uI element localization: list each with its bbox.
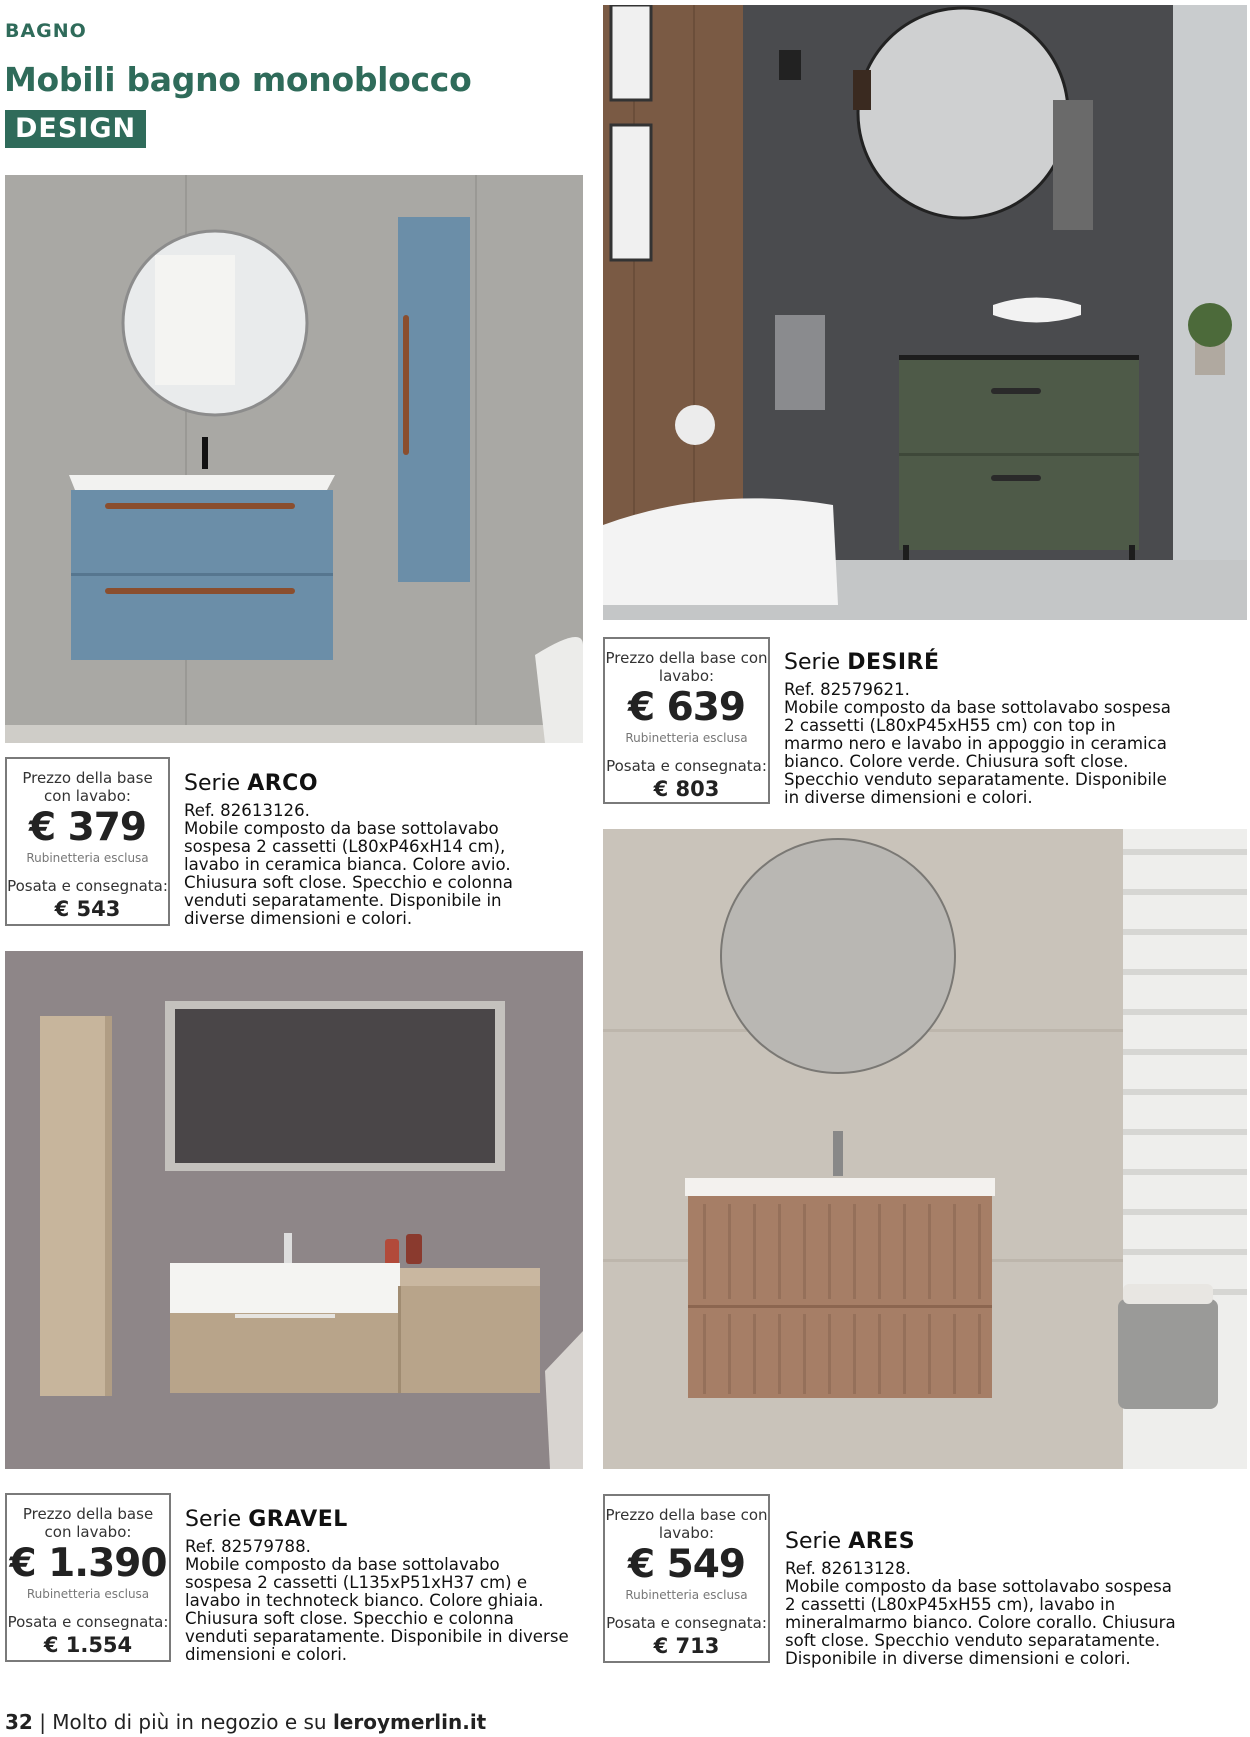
arco-photo bbox=[5, 175, 583, 743]
series-title bbox=[185, 1506, 570, 1534]
price-label: Prezzo della base con lavabo: bbox=[22, 1505, 154, 1541]
product-description: Mobile composto da base sottolavabo sospesa 2 cassetti (L135xP51xH37 cm) e lavabo in technoteck bianco. Colore ghiaia. Chiusura soft close. Specchio e colonna venduti separatamente. Disponibile in diverse dimensioni e colori. bbox=[185, 1555, 569, 1664]
page-number: 32 bbox=[5, 1710, 33, 1734]
price: € 639 bbox=[627, 685, 746, 730]
delivery-price: € 543 bbox=[54, 897, 121, 921]
footer-site-link[interactable]: leroymerlin.it bbox=[332, 1710, 487, 1734]
desire-description-block bbox=[784, 649, 1179, 807]
product-ref: Ref. 82579621. bbox=[784, 680, 910, 699]
footer-text: Molto di più in negozio e su bbox=[52, 1710, 327, 1734]
arco-description-block bbox=[184, 770, 564, 928]
delivery-price: € 803 bbox=[653, 777, 720, 801]
section-label: BAGNO bbox=[5, 20, 87, 42]
delivery-price: € 1.554 bbox=[43, 1633, 133, 1657]
series-name: DESIRÉ bbox=[847, 650, 940, 675]
tap-note: Rubinetteria esclusa bbox=[625, 1588, 748, 1602]
product-description: Mobile composto da base sottolavabo sospesa 2 cassetti (L80xP45xH55 cm), lavabo in mineralmarmo bianco. Colore corallo. Chiusura soft close. Specchio venduto separatamente. Disponibile in diverse dimensioni e colori. bbox=[785, 1577, 1176, 1668]
price: € 549 bbox=[627, 1542, 746, 1587]
series-prefix: Serie bbox=[185, 1507, 242, 1532]
product-ref: Ref. 82613128. bbox=[785, 1559, 911, 1578]
desire-price-box bbox=[603, 637, 770, 804]
price-label: Prezzo della base con lavabo: bbox=[22, 769, 153, 805]
series-title bbox=[184, 770, 564, 798]
price-label: Prezzo della base con lavabo: bbox=[605, 649, 768, 685]
gravel-price-box bbox=[5, 1493, 171, 1662]
delivery-label: Posata e consegnata: bbox=[7, 1613, 169, 1631]
series-name: ARES bbox=[848, 1529, 916, 1554]
tap-note: Rubinetteria esclusa bbox=[26, 1587, 150, 1601]
ares-description-block bbox=[785, 1528, 1180, 1668]
ares-photo bbox=[603, 829, 1247, 1469]
gravel-description-block bbox=[185, 1506, 570, 1664]
product-ref: Ref. 82579788. bbox=[185, 1537, 311, 1556]
series-name: ARCO bbox=[247, 771, 319, 796]
gravel-photo bbox=[5, 951, 583, 1469]
footer-divider: | bbox=[32, 1710, 53, 1734]
delivery-label: Posata e consegnata: bbox=[606, 757, 767, 775]
series-title bbox=[784, 649, 1179, 677]
delivery-label: Posata e consegnata: bbox=[7, 877, 168, 895]
ares-price-box bbox=[603, 1494, 770, 1663]
tap-note: Rubinetteria esclusa bbox=[625, 731, 748, 745]
desire-photo bbox=[603, 5, 1247, 620]
price: € 1.390 bbox=[9, 1541, 167, 1586]
delivery-price: € 713 bbox=[653, 1634, 720, 1658]
tap-note: Rubinetteria esclusa bbox=[26, 851, 149, 865]
product-description: Mobile composto da base sottolavabo sospesa 2 cassetti (L80xP46xH14 cm), lavabo in ceramica bianca. Colore avio. Chiusura soft close. Specchio e colonna venduti separatamente. Disponibile in diverse dimensioni e colori. bbox=[184, 819, 513, 928]
series-prefix: Serie bbox=[184, 771, 241, 796]
design-badge: DESIGN bbox=[5, 110, 146, 148]
page-title: Mobili bagno monoblocco bbox=[4, 60, 472, 99]
series-name: GRAVEL bbox=[248, 1507, 348, 1532]
product-description: Mobile composto da base sottolavabo sospesa 2 cassetti (L80xP45xH55 cm) con top in marmo nero e lavabo in appoggio in ceramica bianco. Colore verde. Chiusura soft close. Specchio venduto separatamente. Disponibile in diverse dimensioni e colori. bbox=[784, 698, 1171, 807]
price-label: Prezzo della base con lavabo: bbox=[605, 1506, 768, 1542]
footer bbox=[5, 1710, 486, 1734]
price: € 379 bbox=[28, 805, 147, 850]
delivery-label: Posata e consegnata: bbox=[606, 1614, 767, 1632]
series-prefix: Serie bbox=[784, 650, 841, 675]
arco-price-box bbox=[5, 757, 170, 926]
series-prefix: Serie bbox=[785, 1529, 842, 1554]
series-title bbox=[785, 1528, 1180, 1556]
product-ref: Ref. 82613126. bbox=[184, 801, 310, 820]
